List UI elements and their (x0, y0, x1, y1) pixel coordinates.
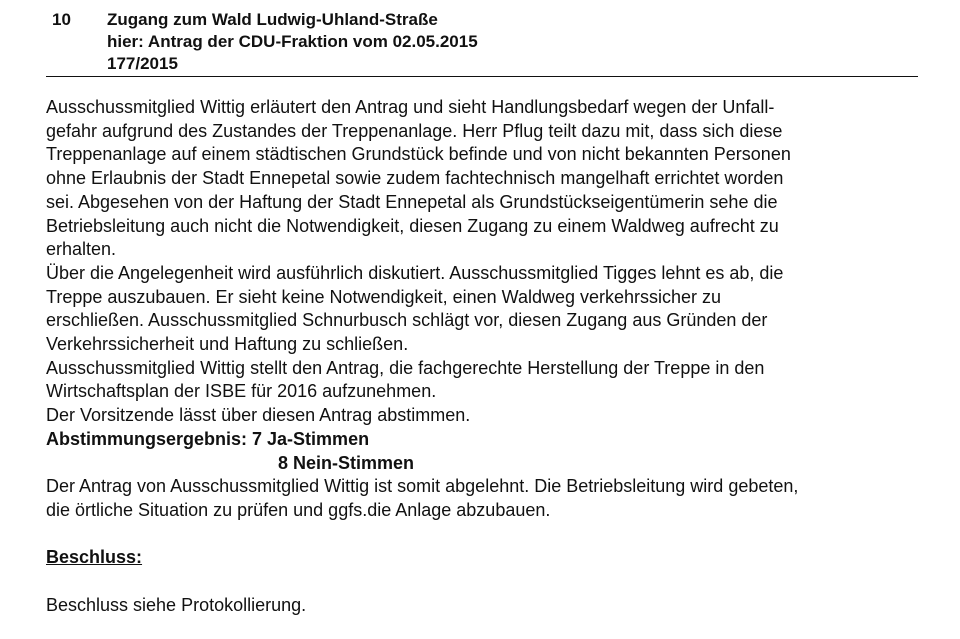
resolution-heading (46, 546, 926, 570)
body-line: erhalten. (46, 239, 117, 260)
body-line: Wirtschaftsplan der ISBE für 2016 aufzunehmen. (46, 381, 437, 402)
body-line: ohne Erlaubnis der Stadt Ennepetal sowie zudem fachtechnisch mangelhaft errichtet worden (46, 168, 784, 189)
conclusion-line: Der Antrag von Ausschussmitglied Wittig ist somit abgelehnt. Die Betriebsleitung wird gebeten, (46, 476, 799, 497)
body-line: sei. Abgesehen von der Haftung der Stadt Ennepetal als Grundstückseigentümerin sehe die (46, 191, 778, 212)
body-line: Betriebsleitung auch nicht die Notwendigkeit, diesen Zugang zu einem Waldweg aufrecht zu (46, 215, 779, 236)
spacer (46, 523, 926, 547)
conclusion-line: die örtliche Situation zu prüfen und ggfs.die Anlage abzubauen. (46, 499, 551, 520)
agenda-item-reference: 177/2015 (107, 54, 178, 73)
body-line: Ausschussmitglied Wittig stellt den Antrag, die fachgerechte Herstellung der Treppe in den (46, 357, 765, 378)
body-line: Ausschussmitglied Wittig erläutert den Antrag und sieht Handlungsbedarf wegen der Unfall- (46, 97, 775, 117)
body-line: Treppenanlage auf einem städtischen Grundstück befinde und von nicht bekannten Personen (46, 144, 791, 165)
vote-result-yes: Abstimmungsergebnis: 7 Ja-Stimmen (46, 428, 370, 449)
body-line: Der Vorsitzende lässt über diesen Antrag abstimmen. (46, 405, 471, 426)
body-line: Über die Angelegenheit wird ausführlich diskutiert. Ausschussmitglied Tigges lehnt es ab, die (46, 262, 784, 283)
resolution-heading-text: Beschluss: (46, 547, 143, 568)
body-line: Treppe auszubauen. Er sieht keine Notwendigkeit, einen Waldweg verkehrssicher zu (46, 286, 722, 307)
agenda-item-title-block (107, 9, 907, 75)
agenda-item-number: 10 (52, 10, 71, 29)
body-line: gefahr aufgrund des Zustandes der Treppenanlage. Herr Pflug teilt dazu mit, dass sich diese (46, 120, 783, 141)
agenda-item-title: Zugang zum Wald Ludwig-Uhland-Straße (107, 10, 438, 29)
minutes-body (46, 96, 926, 617)
body-line: Verkehrssicherheit und Haftung zu schließen. (46, 334, 409, 355)
spacer (46, 570, 926, 594)
body-line: erschließen. Ausschussmitglied Schnurbusch schlägt vor, diesen Zugang aus Gründen der (46, 310, 768, 331)
header-divider (46, 76, 918, 77)
vote-result-no: 8 Nein-Stimmen (278, 452, 415, 473)
resolution-text: Beschluss siehe Protokollierung. (46, 594, 307, 615)
agenda-item-subtitle: hier: Antrag der CDU-Fraktion vom 02.05.2015 (107, 32, 478, 51)
